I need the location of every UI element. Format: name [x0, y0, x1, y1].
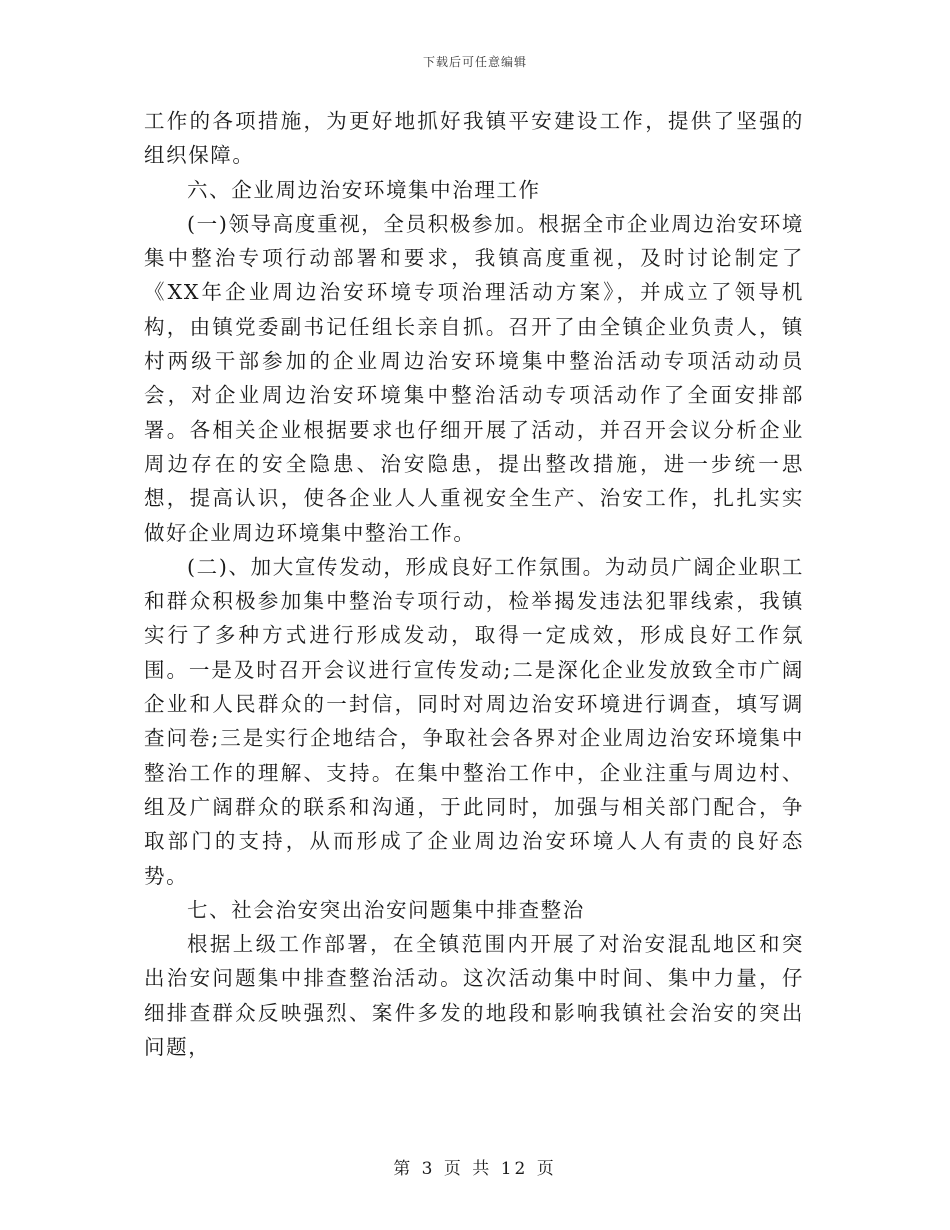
document-body [144, 104, 804, 1064]
paragraph-leadership: (一)领导高度重视，全员积极参加。根据全市企业周边治安环境集中整治专项行动部署和要求，我镇高度重视，及时讨论制定了《XX年企业周边治安环境专项治理活动方案》，并成立了领导机构，由镇党委副书记任组长亲自抓。召开了由全镇企业负责人，镇村两级干部参加的企业周边治安环境集中整治活动专项活动动员会，对企业周边治安环境集中整治活动专项活动作了全面安排部署。各相关企业根据要求也仔细开展了活动，并召开会议分析企业周边存在的安全隐患、治安隐患，提出整改措施，进一步统一思想，提高认识，使各企业人人重视安全生产、治安工作，扎扎实实做好企业周边环境集中整治工作。 [144, 211, 804, 545]
section-heading-7: 七、社会治安突出治安问题集中排查整治 [187, 897, 585, 922]
section-heading-6: 六、企业周边治安环境集中治理工作 [187, 177, 541, 202]
page-footer: 第 3 页 共 12 页 [393, 1159, 557, 1179]
paragraph-publicity: (二)、加大宣传发动，形成良好工作氛围。为动员广阔企业职工和群众积极参加集中整治专项行动，检举揭发违法犯罪线索，我镇实行了多种方式进行形成发动，取得一定成效，形成良好工作氛围。一是及时召开会议进行宣传发动;二是深化企业发放致全市广阔企业和人民群众的一封信，同时对周边治安环境进行调查，填写调查问卷;三是实行企地结合，争取社会各界对企业周边治安环境集中整治工作的理解、支持。在集中整治工作中，企业注重与周边村、组及广阔群众的联系和沟通，于此同时，加强与相关部门配合，争取部门的支持，从而形成了企业周边治安环境人人有责的良好态势。 [144, 554, 804, 888]
page-header: 下载后可任意编辑 [422, 55, 527, 69]
paragraph-continuation: 工作的各项措施，为更好地抓好我镇平安建设工作，提供了坚强的组织保障。 [144, 109, 804, 168]
paragraph-investigation: 根据上级工作部署，在全镇范围内开展了对治安混乱地区和突出治安问题集中排查整治活动。这次活动集中时间、集中力量，仔细排查群众反映强烈、案件多发的地段和影响我镇社会治安的突出问题， [144, 932, 804, 1060]
